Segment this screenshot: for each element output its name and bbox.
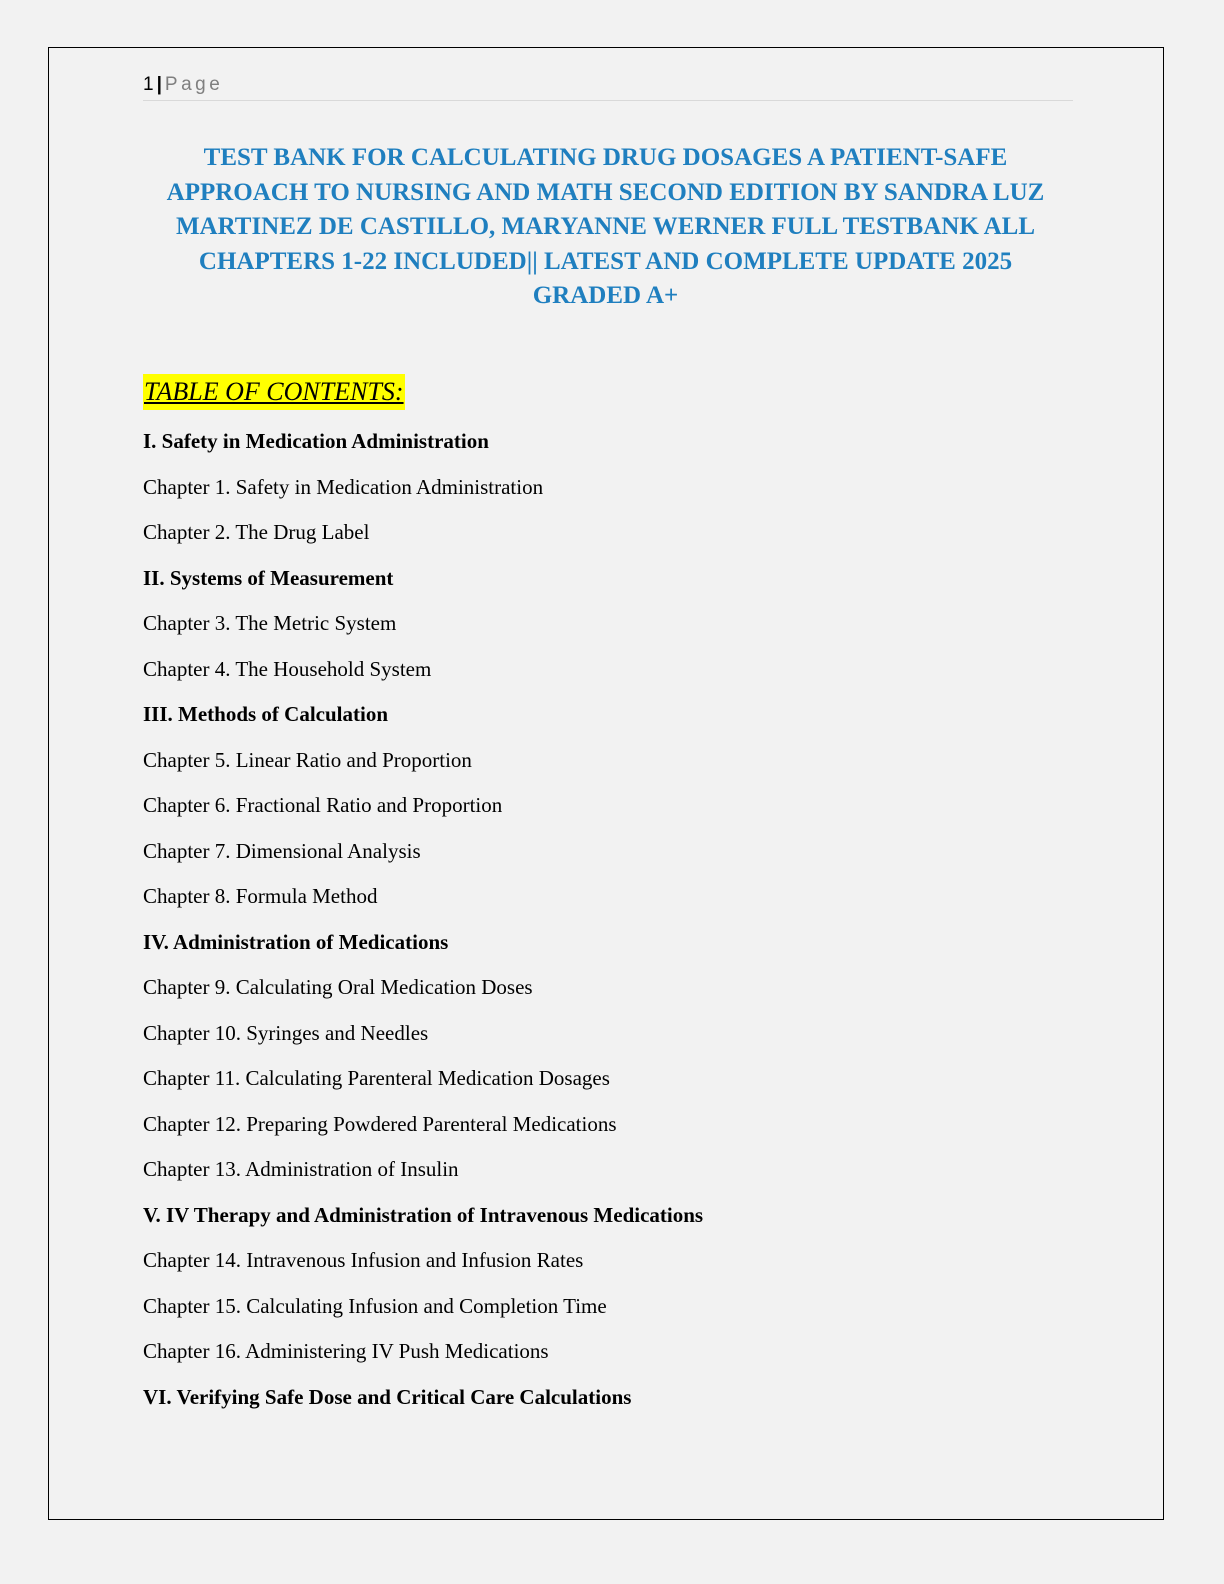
toc-chapter: Chapter 8. Formula Method [143, 884, 378, 908]
toc-list [143, 423, 703, 1424]
toc-chapter: Chapter 13. Administration of Insulin [143, 1157, 459, 1181]
toc-chapter: Chapter 14. Intravenous Infusion and Infusion Rates [143, 1248, 584, 1272]
toc-chapter: Chapter 15. Calculating Infusion and Completion Time [143, 1293, 607, 1318]
toc-chapter: Chapter 1. Safety in Medication Administration [143, 474, 544, 499]
toc-section: II. Systems of Measurement [143, 565, 394, 590]
toc-chapter: Chapter 5. Linear Ratio and Proportion [143, 747, 472, 772]
toc-chapter: Chapter 11. Calculating Parenteral Medication Dosages [143, 1066, 610, 1090]
toc-chapter: Chapter 12. Preparing Powdered Parenteral Medications [143, 1111, 617, 1136]
page-header [143, 72, 1073, 101]
toc-heading: TABLE OF CONTENTS: [143, 374, 405, 410]
toc-chapter: Chapter 7. Dimensional Analysis [143, 838, 421, 863]
toc-section: IV. Administration of Medications [143, 929, 449, 954]
page-number: 1 [143, 74, 154, 95]
toc-chapter: Chapter 10. Syringes and Needles [143, 1020, 429, 1045]
toc-section: V. IV Therapy and Administration of Intravenous Medications [143, 1202, 704, 1227]
toc-section: VI. Verifying Safe Dose and Critical Care Calculations [143, 1384, 632, 1409]
toc-section: III. Methods of Calculation [143, 702, 389, 726]
toc-chapter: Chapter 3. The Metric System [143, 611, 397, 635]
toc-chapter: Chapter 9. Calculating Oral Medication Doses [143, 975, 533, 999]
toc-chapter: Chapter 16. Administering IV Push Medications [143, 1339, 549, 1363]
page-separator: | [156, 74, 162, 95]
toc-chapter: Chapter 6. Fractional Ratio and Proportion [143, 793, 503, 817]
toc-chapter: Chapter 4. The Household System [143, 656, 432, 681]
toc-chapter: Chapter 2. The Drug Label [143, 520, 370, 544]
page-label: Page [164, 74, 224, 95]
document-title: TEST BANK FOR CALCULATING DRUG DOSAGES A PATIENT-SAFE APPROACH TO NURSING AND MATH SECOND EDITION BY SANDRA LUZ MARTINEZ DE CASTILLO, MARYANNE WERNER FULL TESTBANK ALL CHAPTERS 1-22 INCLUDED|| LATEST AND COMPLETE UPDATE 2025 GRADED A+ [166, 144, 1045, 310]
toc-section: I. Safety in Medication Administration [143, 429, 489, 453]
